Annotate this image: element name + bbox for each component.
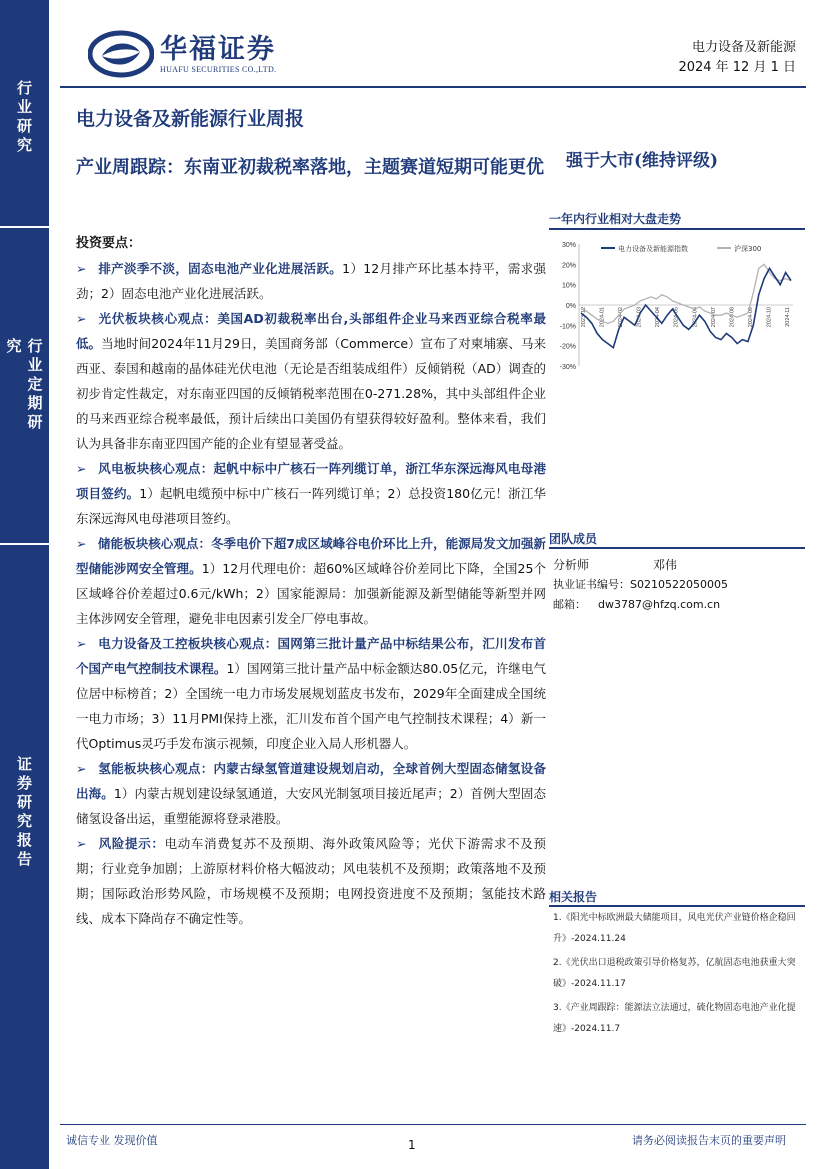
team-block [553,555,803,615]
key-point-item [76,831,546,931]
y-tick-label: -20% [559,343,576,351]
related-report-title: 1.《阳光中标欧洲最大储能项目，风电光伏产业链价格企稳回升》 [553,913,796,944]
email-label: 邮箱： [553,598,586,611]
email-link[interactable]: dw3787@hfzq.com.cn [598,598,721,611]
header-date: 2024 年 12 月 1 日 [678,60,796,75]
x-tick-label: 2024-01 [599,307,606,328]
main-title: 产业周跟踪：东南亚初裁税率落地，主题赛道短期可能更优 [76,157,544,178]
key-point-highlight: 光伏板块核心观点：美国AD初裁税率出台,头部组件企业马来西亚综合税率最低。 [76,311,546,351]
key-point-item [76,631,546,756]
header-sector: 电力设备及新能源 [691,40,796,55]
x-tick-label: 2024-02 [618,307,625,328]
cert-number: S0210522050005 [630,578,728,591]
key-point-item [76,256,546,306]
logo-name-cn: 华福证券 [160,33,276,65]
related-reports-list [553,908,799,1043]
series-line-sector-index [581,268,791,347]
chart-section-divider [549,228,805,230]
key-point-text: 1）内蒙古规划建设绿氢通道，大安风光制氢项目接近尾声；2）首例大型固态储氢设备出运，重塑能源将登录港股。 [76,786,546,826]
sidebar-band [0,0,49,1169]
cert-label: 执业证书编号： [553,578,630,591]
sidebar-divider [0,543,49,545]
team-section-title: 团队成员 [549,532,598,546]
related-report-date: -2024.11.7 [571,1024,621,1034]
related-section-divider [549,905,805,907]
sidebar-section-periodic [0,338,49,448]
arrow-bullet-icon: ➢ [76,761,87,776]
related-report-title: 2.《光伏出口退税政策引导价格复苏，亿航固态电池获重大突破》 [553,958,796,989]
related-report-item[interactable] [553,953,799,995]
related-report-date: -2024.11.17 [571,979,626,989]
x-tick-label: 2024-11 [785,307,791,327]
x-tick-label: 2024-04 [655,307,662,328]
team-section-divider [549,547,805,549]
sidebar-section-industry [0,80,49,160]
key-point-highlight: 储能板块核心观点：冬季电价下超7成区域峰谷电价环比上升，能源局发文加强新型储能涉网安全管理。 [76,536,546,576]
header-meta [678,38,796,78]
x-tick-label: 2024-07 [710,307,717,328]
arrow-bullet-icon: ➢ [76,461,87,476]
sidebar-divider [0,226,49,228]
key-point-item [76,306,546,456]
x-tick-label: 2024-10 [766,307,773,328]
key-point-highlight: 风电板块核心观点：起帆中标中广核石一阵列缆订单，浙江华东深远海风电母港项目签约。 [76,461,546,501]
key-points-list [76,256,546,931]
related-report-item[interactable] [553,908,799,950]
x-tick-label: 2024-03 [636,307,643,328]
arrow-bullet-icon: ➢ [76,311,87,326]
header-divider [60,86,806,88]
chart-section-title: 一年内行业相对大盘走势 [549,212,682,226]
key-point-item [76,456,546,531]
legend-label: 沪深300 [734,245,762,253]
key-point-item [76,531,546,631]
y-tick-label: 30% [561,242,576,249]
key-point-highlight: 风险提示： [98,836,165,851]
related-report-title: 3.《产业周跟踪：能源法立法通过，硫化物固态电池产业化提速》 [553,1003,796,1034]
rating-label: 强于大市(维持评级) [566,151,719,171]
logo-name-en: HUAFU SECURITIES CO.,LTD. [160,64,277,74]
arrow-bullet-icon: ➢ [76,636,87,651]
key-point-text: 1）国网第三批计量产品中标金额达80.05亿元，许继电气位居中标榜首；2）全国统一电力市场发展规划蓝皮书发布，2029年全面建成全国统一电力市场；3）11月PMI保持上涨，汇川发布首个国产电气控制技术课程；4）新一代Optimus灵巧手发布演示视频，印度企业入局人形机器人。 [76,661,546,751]
footer-divider [60,1124,806,1125]
analyst-label: 分析师 [553,558,590,572]
sidebar-section-report [0,756,49,886]
sidebar-label: 证券研究报告 [15,756,33,870]
key-point-highlight: 氢能板块核心观点：内蒙古绿氢管道建设规划启动，全球首例大型固态储氢设备出海。 [76,761,546,801]
key-point-text: 电动车消费复苏不及预期、海外政策风险等；光伏下游需求不及预期；行业竞争加剧；上游原材料价格大幅波动；风电装机不及预期；政策落地不及预期；国际政治形势风险，市场规模不及预期；电网投资进度不及预期；氢能技术路线、成本下降尚存不确定性等。 [76,836,546,926]
key-point-text: 1）起帆电缆预中标中广核石一阵列缆订单；2）总投资180亿元！浙江华东深远海风电母港项目签约。 [76,486,546,526]
key-point-text: 当地时间2024年11月29日，美国商务部（Commerce）宣布了对柬埔寨、马来西亚、泰国和越南的晶体硅光伏电池（无论是否组装成组件）反倾销税（AD）调查的初步肯定性裁定，对东南亚四国的反倾销税率范围在0-271.28%，其中头部组件企业的马来西亚综合税率最低，预计后续出口美国仍有望获得较好盈利。整体来看，我们认为具备非东南亚四国产能的企业有望显著受益。 [76,336,546,451]
x-tick-label: 2024-05 [673,307,680,328]
arrow-bullet-icon: ➢ [76,536,87,551]
y-tick-label: 0% [565,303,576,310]
footer-disclaimer: 请务必阅读报告末页的重要声明 [632,1134,786,1147]
key-point-text: 1）12月代理电价：超60%区域峰谷价差同比下降，全国25个区域峰谷价差超过0.6元/kWh；2）国家能源局：加强新能源及新型储能等新型并网主体涉网安全管理，避免非电因素引发全厂停电事故。 [76,561,546,626]
sidebar-label: 行业研究 [15,80,33,156]
footer-slogan: 诚信专业 发现价值 [66,1134,158,1147]
x-tick-label: 2023-12 [581,307,587,328]
key-points-title: 投资要点： [76,236,142,251]
x-tick-label: 2024-09 [747,307,754,328]
related-report-date: -2024.11.24 [571,934,626,944]
related-report-item[interactable] [553,998,799,1040]
report-title: 电力设备及新能源行业周报 [76,108,305,130]
x-tick-label: 2024-06 [692,307,699,328]
x-tick-label: 2024-08 [729,307,736,328]
sidebar-label: 行业定期研究 [4,338,44,433]
arrow-bullet-icon: ➢ [76,836,87,851]
y-tick-label: -30% [559,364,576,371]
related-section-title: 相关报告 [549,890,598,904]
key-point-item [76,756,546,831]
arrow-bullet-icon: ➢ [76,261,87,276]
key-point-text: 1）12月排产环比基本持平，需求强劲；2）固态电池产业化进展活跃。 [76,261,546,301]
y-tick-label: -10% [559,323,576,331]
relative-performance-chart [549,236,799,372]
y-tick-label: 20% [561,262,576,270]
chart-svg [549,236,799,372]
company-logo [88,30,276,78]
legend-label: 电力设备及新能源指数 [618,245,688,253]
page-number: 1 [408,1138,416,1152]
key-point-highlight: 排产淡季不淡，固态电池产业化进展活跃。 [98,261,343,276]
y-tick-label: 10% [561,282,576,290]
analyst-name: 邓伟 [653,558,678,572]
logo-emblem-icon [88,30,154,78]
key-point-highlight: 电力设备及工控板块核心观点：国网第三批计量产品中标结果公布，汇川发布首个国产电气控制技术课程。 [76,636,546,676]
